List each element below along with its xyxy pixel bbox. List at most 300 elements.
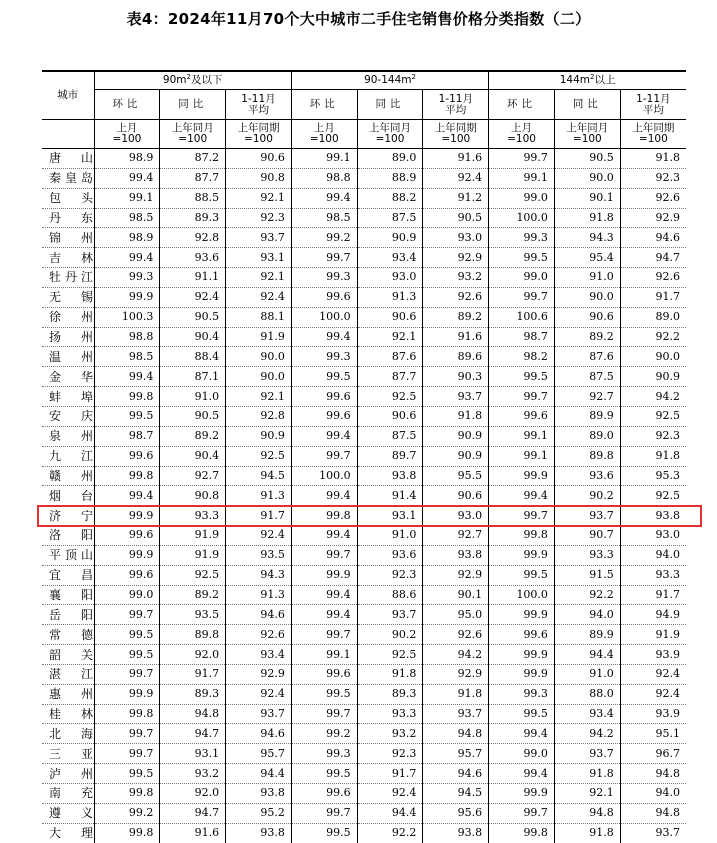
table-row — [42, 486, 686, 506]
city-label: 北 海 — [49, 726, 93, 741]
index-value: 99.6 — [291, 287, 357, 307]
price-index-table — [42, 70, 686, 843]
index-value: 91.0 — [554, 664, 620, 684]
base-header: 上年同月 =100 — [160, 120, 226, 149]
index-value: 91.3 — [226, 585, 292, 605]
index-value: 99.7 — [94, 724, 160, 744]
index-value: 93.2 — [357, 724, 423, 744]
city-label: 韶 关 — [49, 647, 93, 662]
index-value: 93.7 — [357, 605, 423, 625]
index-value: 95.2 — [226, 803, 292, 823]
index-value: 93.7 — [655, 826, 680, 840]
index-value: 99.4 — [291, 605, 357, 625]
group-header-medium: $90-144m^2$ — [291, 71, 488, 90]
index-value: 99.4 — [489, 724, 555, 744]
index-value: 99.1 — [489, 426, 555, 446]
index-value: 94.5 — [226, 466, 292, 486]
index-value: 93.1 — [160, 744, 226, 764]
index-value: 99.7 — [291, 704, 357, 724]
table-row — [42, 684, 686, 704]
index-value: 91.9 — [226, 327, 292, 347]
index-value: 99.6 — [291, 664, 357, 684]
index-value: 92.6 — [226, 625, 292, 645]
index-value: 99.5 — [94, 645, 160, 665]
index-value: 99.8 — [291, 506, 357, 526]
index-value: 93.8 — [226, 823, 292, 842]
index-value: 92.5 — [620, 486, 686, 506]
index-value: 93.6 — [357, 545, 423, 565]
index-value: 94.4 — [357, 803, 423, 823]
city-label: 大 理 — [49, 826, 93, 841]
index-value: 92.2 — [357, 823, 423, 842]
city-label: 惠 州 — [49, 687, 93, 702]
index-value: 87.7 — [160, 168, 226, 188]
index-value: 93.4 — [226, 645, 292, 665]
index-value: 92.4 — [357, 784, 423, 804]
index-value: 87.5 — [357, 208, 423, 228]
base-header: 上月 =100 — [291, 120, 357, 149]
city-name — [42, 387, 94, 407]
index-value: 99.2 — [94, 803, 160, 823]
city-label: 泉 州 — [49, 429, 93, 444]
index-value: 99.8 — [94, 784, 160, 804]
index-value: 99.6 — [489, 406, 555, 426]
index-value: 89.2 — [160, 426, 226, 446]
table-row — [42, 565, 686, 585]
index-value: 98.8 — [291, 168, 357, 188]
index-value: 94.0 — [620, 784, 686, 804]
index-value: 87.1 — [160, 367, 226, 387]
table-row — [42, 149, 686, 169]
index-value: 92.6 — [423, 625, 489, 645]
city-label: 泸 州 — [49, 766, 93, 781]
sub-header: 同比 — [554, 90, 620, 120]
table-row — [42, 168, 686, 188]
index-value: 99.8 — [94, 387, 160, 407]
index-value: 99.6 — [291, 387, 357, 407]
city-name — [42, 486, 94, 506]
index-value: 89.8 — [554, 446, 620, 466]
index-value: 90.9 — [357, 228, 423, 248]
index-value: 99.7 — [489, 803, 555, 823]
city-name — [42, 248, 94, 268]
index-value: 90.4 — [160, 446, 226, 466]
index-value: 95.6 — [423, 803, 489, 823]
index-value: 91.9 — [160, 545, 226, 565]
index-value: 94.2 — [423, 645, 489, 665]
index-value: 90.6 — [226, 149, 292, 169]
city-label: 吉 林 — [49, 250, 93, 265]
index-value: 90.6 — [357, 406, 423, 426]
index-value: 91.7 — [160, 664, 226, 684]
index-value: 91.3 — [226, 486, 292, 506]
index-value: 90.0 — [620, 347, 686, 367]
sub-header: 环比 — [489, 90, 555, 120]
table-row — [42, 664, 686, 684]
table-row — [42, 228, 686, 248]
city-label: 扬 州 — [49, 330, 93, 345]
index-value: 94.3 — [226, 565, 292, 585]
index-value: 93.3 — [554, 545, 620, 565]
index-value: 99.9 — [489, 664, 555, 684]
index-value: 92.0 — [160, 784, 226, 804]
city-name — [42, 803, 94, 823]
index-value: 98.7 — [94, 426, 160, 446]
index-value: 94.0 — [620, 545, 686, 565]
city-label: 洛 阳 — [49, 528, 93, 543]
sub-header: 环比 — [94, 90, 160, 120]
group-header-large: $144m^2$以上 — [489, 71, 686, 90]
index-value: 90.9 — [423, 426, 489, 446]
index-value: 87.5 — [554, 367, 620, 387]
index-value: 92.0 — [160, 645, 226, 665]
city-label: 平 顶 山 — [49, 548, 93, 563]
index-value: 99.8 — [94, 466, 160, 486]
index-value: 90.5 — [160, 406, 226, 426]
index-value: 95.5 — [423, 466, 489, 486]
index-value: 94.9 — [620, 605, 686, 625]
index-value: 99.8 — [94, 704, 160, 724]
city-label: 丹 东 — [49, 210, 93, 225]
index-value: 99.9 — [489, 784, 555, 804]
index-value: 90.9 — [226, 426, 292, 446]
city-name — [42, 565, 94, 585]
index-value: 93.3 — [160, 506, 226, 526]
index-value: 99.9 — [489, 605, 555, 625]
index-value: 95.0 — [423, 605, 489, 625]
index-value: 90.3 — [423, 367, 489, 387]
index-value: 99.6 — [291, 406, 357, 426]
city-column-header: 城市 — [42, 71, 94, 120]
city-name — [42, 406, 94, 426]
index-value: 89.8 — [160, 625, 226, 645]
index-value: 88.6 — [357, 585, 423, 605]
city-name — [42, 367, 94, 387]
index-value: 92.1 — [226, 268, 292, 288]
city-label: 包 头 — [49, 191, 93, 206]
city-name — [42, 268, 94, 288]
index-value: 89.0 — [620, 307, 686, 327]
index-value: 99.5 — [291, 823, 357, 842]
index-value: 99.4 — [291, 486, 357, 506]
table-row — [42, 287, 686, 307]
index-value: 91.8 — [423, 684, 489, 704]
index-value: 99.4 — [291, 426, 357, 446]
city-name — [42, 307, 94, 327]
index-value: 92.4 — [226, 526, 292, 546]
index-value: 91.1 — [160, 268, 226, 288]
index-value: 99.5 — [94, 625, 160, 645]
index-value: 91.4 — [357, 486, 423, 506]
index-value: 87.2 — [160, 149, 226, 169]
index-value: 89.7 — [357, 446, 423, 466]
index-value: 93.7 — [554, 744, 620, 764]
index-value: 89.3 — [160, 208, 226, 228]
index-value: 92.6 — [423, 287, 489, 307]
index-value: 99.4 — [489, 764, 555, 784]
city-name — [42, 823, 94, 842]
index-value: 92.4 — [620, 664, 686, 684]
index-value: 90.6 — [554, 307, 620, 327]
city-label: 秦 皇 岛 — [49, 171, 93, 186]
index-value: 99.3 — [291, 347, 357, 367]
table-row — [42, 803, 686, 823]
index-value: 92.3 — [620, 168, 686, 188]
index-value: 93.3 — [357, 704, 423, 724]
index-value: 99.9 — [94, 545, 160, 565]
city-name — [42, 625, 94, 645]
index-value: 99.4 — [94, 367, 160, 387]
base-header: 上月 =100 — [489, 120, 555, 149]
city-name — [42, 684, 94, 704]
index-value: 99.6 — [94, 526, 160, 546]
city-label: 九 江 — [49, 449, 93, 464]
index-value: 94.6 — [226, 724, 292, 744]
index-value: 92.3 — [357, 565, 423, 585]
index-value: 99.7 — [489, 287, 555, 307]
table-row — [42, 724, 686, 744]
index-value: 100.0 — [291, 307, 357, 327]
index-value: 93.6 — [554, 466, 620, 486]
base-header: 上年同月 =100 — [554, 120, 620, 149]
index-value: 94.6 — [620, 228, 686, 248]
table-row — [42, 823, 686, 842]
index-value: 91.7 — [620, 585, 686, 605]
index-value: 90.2 — [357, 625, 423, 645]
base-header: 上年同月 =100 — [357, 120, 423, 149]
index-value: 99.7 — [489, 506, 555, 526]
index-value: 91.6 — [160, 823, 226, 842]
index-value: 92.3 — [620, 426, 686, 446]
index-value: 99.6 — [94, 565, 160, 585]
index-value: 94.4 — [226, 764, 292, 784]
index-value: 89.3 — [160, 684, 226, 704]
table-row — [42, 426, 686, 446]
city-label: 遵 义 — [49, 806, 93, 821]
index-value: 99.5 — [489, 704, 555, 724]
index-value: 99.7 — [94, 605, 160, 625]
index-value: 93.8 — [423, 823, 489, 842]
index-value: 91.8 — [620, 149, 686, 169]
index-value: 87.5 — [357, 426, 423, 446]
index-value: 99.3 — [291, 268, 357, 288]
index-value: 99.4 — [291, 327, 357, 347]
index-value: 98.8 — [94, 327, 160, 347]
index-value: 98.5 — [94, 208, 160, 228]
index-value: 92.5 — [620, 406, 686, 426]
index-value: 91.2 — [423, 188, 489, 208]
city-label: 桂 林 — [49, 707, 93, 722]
index-value: 95.7 — [423, 744, 489, 764]
index-value: 90.0 — [554, 168, 620, 188]
index-value: 92.4 — [160, 287, 226, 307]
index-value: 92.2 — [620, 327, 686, 347]
index-value: 99.9 — [94, 287, 160, 307]
index-value: 90.2 — [554, 486, 620, 506]
index-value: 87.7 — [357, 367, 423, 387]
index-value: 99.1 — [489, 446, 555, 466]
table-row — [42, 307, 686, 327]
index-value: 91.8 — [357, 664, 423, 684]
city-name — [42, 149, 94, 169]
index-value: 94.7 — [160, 803, 226, 823]
city-name — [42, 585, 94, 605]
index-value: 92.5 — [160, 565, 226, 585]
city-name — [42, 526, 94, 546]
index-value: 90.6 — [357, 307, 423, 327]
index-value: 93.6 — [160, 248, 226, 268]
table-row — [42, 526, 686, 546]
index-value: 89.2 — [554, 327, 620, 347]
index-value: 94.8 — [620, 803, 686, 823]
table-row — [42, 446, 686, 466]
index-value: 94.5 — [423, 784, 489, 804]
index-value: 92.4 — [620, 684, 686, 704]
index-value: 92.4 — [423, 168, 489, 188]
index-value: 90.0 — [226, 367, 292, 387]
index-value: 98.7 — [489, 327, 555, 347]
index-value: 92.1 — [226, 188, 292, 208]
index-value: 93.4 — [554, 704, 620, 724]
index-value: 99.2 — [291, 228, 357, 248]
index-value: 99.7 — [291, 446, 357, 466]
index-value: 99.0 — [94, 585, 160, 605]
table-row — [42, 625, 686, 645]
index-value: 99.5 — [94, 406, 160, 426]
group-header-small: $90m^2$及以下 — [94, 71, 291, 90]
index-value: 99.3 — [489, 684, 555, 704]
index-value: 92.3 — [226, 208, 292, 228]
index-value: 94.3 — [554, 228, 620, 248]
index-value: 99.5 — [489, 248, 555, 268]
index-value: 94.7 — [160, 724, 226, 744]
index-value: 96.7 — [620, 744, 686, 764]
city-name — [42, 545, 94, 565]
index-value: 91.0 — [357, 526, 423, 546]
table-row — [42, 585, 686, 605]
index-value: 98.2 — [489, 347, 555, 367]
index-value: 92.1 — [357, 327, 423, 347]
index-value: 99.5 — [489, 367, 555, 387]
index-value: 92.4 — [226, 684, 292, 704]
table-row — [42, 605, 686, 625]
index-value: 92.5 — [357, 387, 423, 407]
index-value: 93.7 — [554, 506, 620, 526]
index-value: 90.5 — [554, 149, 620, 169]
index-value: 93.7 — [423, 387, 489, 407]
index-value: 91.0 — [160, 387, 226, 407]
index-value: 99.6 — [489, 625, 555, 645]
index-value: 92.5 — [357, 645, 423, 665]
index-value: 98.9 — [94, 228, 160, 248]
index-value: 92.1 — [226, 387, 292, 407]
index-value: 92.7 — [423, 526, 489, 546]
index-value: 87.6 — [554, 347, 620, 367]
index-value: 99.8 — [489, 526, 555, 546]
index-value: 98.5 — [94, 347, 160, 367]
index-value: 94.8 — [554, 803, 620, 823]
index-value: 92.8 — [226, 406, 292, 426]
index-value: 94.0 — [554, 605, 620, 625]
index-value: 90.1 — [423, 585, 489, 605]
index-value: 93.0 — [357, 268, 423, 288]
index-value: 91.8 — [554, 823, 620, 842]
index-value: 93.5 — [160, 605, 226, 625]
sub-header: 同比 — [160, 90, 226, 120]
index-value: 91.7 — [620, 287, 686, 307]
city-label: 宜 昌 — [49, 568, 93, 583]
city-label: 岳 阳 — [49, 607, 93, 622]
index-value: 93.8 — [226, 784, 292, 804]
index-value: 89.0 — [554, 426, 620, 446]
index-value: 92.7 — [160, 466, 226, 486]
city-label: 牡 丹 江 — [49, 270, 93, 285]
index-value: 93.2 — [423, 268, 489, 288]
index-value: 94.8 — [423, 724, 489, 744]
index-value: 99.8 — [94, 823, 160, 842]
index-value: 88.0 — [554, 684, 620, 704]
city-name — [42, 446, 94, 466]
index-value: 98.9 — [94, 149, 160, 169]
index-value: 90.6 — [423, 486, 489, 506]
sub-header: 1-11月 平均 — [423, 90, 489, 120]
index-value: 89.0 — [357, 149, 423, 169]
city-name — [42, 287, 94, 307]
city-name — [42, 228, 94, 248]
index-value: 99.3 — [291, 744, 357, 764]
index-value: 98.5 — [291, 208, 357, 228]
index-value: 99.8 — [489, 823, 555, 842]
index-value: 99.4 — [291, 188, 357, 208]
index-value: 93.0 — [423, 506, 489, 526]
table-row — [42, 744, 686, 764]
base-header: 上年同期 =100 — [226, 120, 292, 149]
index-value: 99.7 — [291, 545, 357, 565]
index-value: 99.5 — [489, 565, 555, 585]
index-value: 93.1 — [226, 248, 292, 268]
city-name — [42, 784, 94, 804]
table-row — [42, 406, 686, 426]
index-value: 90.5 — [423, 208, 489, 228]
index-value: 99.9 — [489, 545, 555, 565]
index-value: 92.9 — [226, 664, 292, 684]
index-value: 94.2 — [554, 724, 620, 744]
city-label: 湛 江 — [49, 667, 93, 682]
table-row — [42, 367, 686, 387]
index-value: 99.9 — [489, 466, 555, 486]
table-row — [42, 704, 686, 724]
city-label: 三 亚 — [49, 746, 93, 761]
index-value: 99.4 — [291, 585, 357, 605]
index-value: 95.1 — [620, 724, 686, 744]
index-value: 95.7 — [226, 744, 292, 764]
index-value: 87.6 — [357, 347, 423, 367]
index-value: 89.9 — [554, 406, 620, 426]
index-value: 99.7 — [291, 248, 357, 268]
city-name — [42, 466, 94, 486]
index-value: 91.9 — [620, 625, 686, 645]
city-label: 安 庆 — [49, 409, 93, 424]
city-name — [42, 188, 94, 208]
index-value: 99.3 — [489, 228, 555, 248]
index-value: 99.9 — [489, 645, 555, 665]
table-row — [42, 466, 686, 486]
index-value: 100.0 — [489, 585, 555, 605]
city-name — [42, 168, 94, 188]
index-value: 100.3 — [94, 307, 160, 327]
index-value: 99.5 — [291, 367, 357, 387]
index-value: 89.3 — [357, 684, 423, 704]
